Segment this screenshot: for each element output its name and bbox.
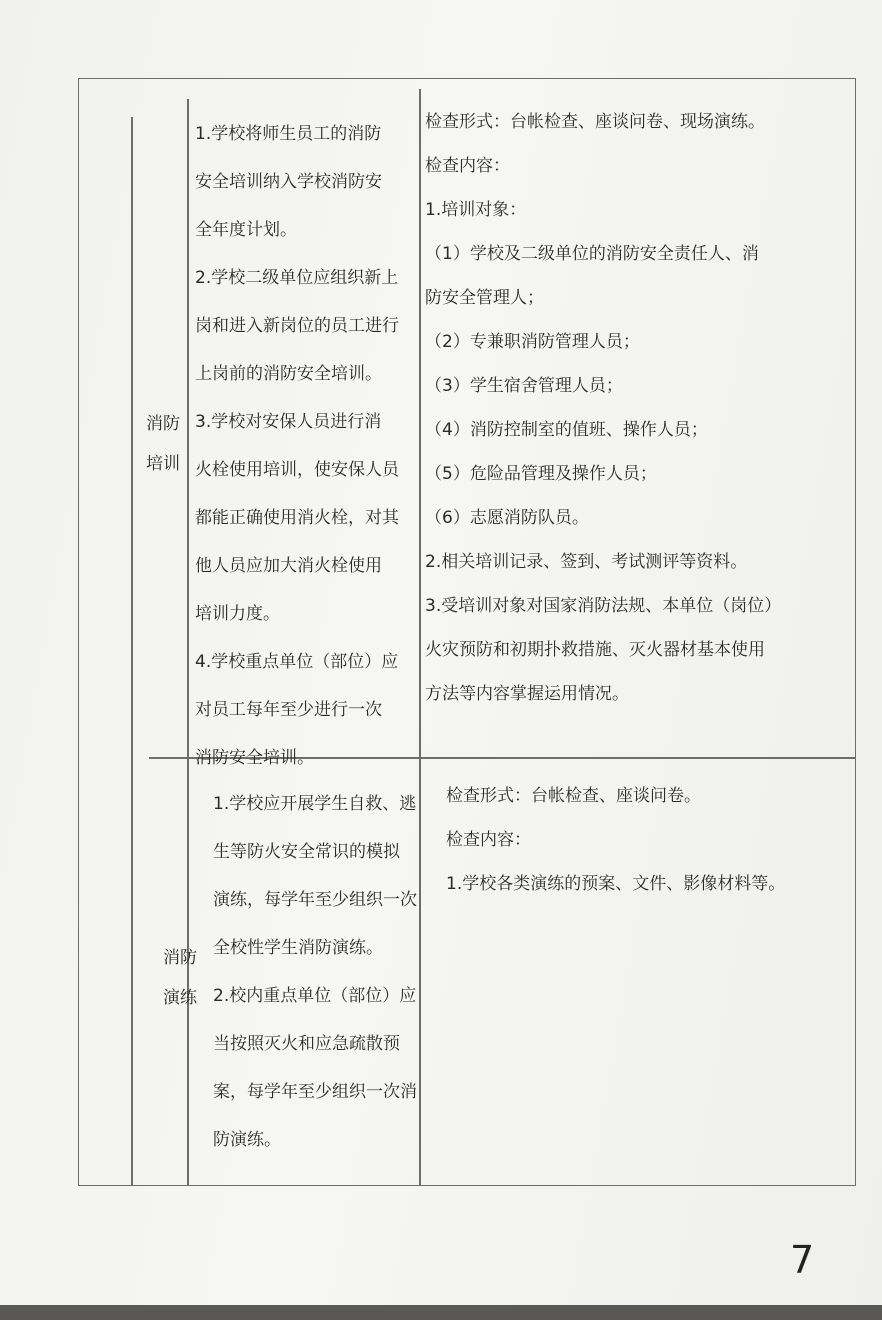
drill-requirements: 1.学校应开展学生自救、逃 生等防火安全常识的模拟 演练，每学年至少组织一次 全校性学生消防演练。 2.校内重点单位（部位）应 当按照灭火和应急疏散预 案，每学年至少组织一次消 防演练。: [213, 794, 417, 1150]
desk-edge: [0, 1305, 882, 1320]
category-training: 消防 培训: [146, 414, 180, 474]
training-requirements: 1.学校将师生员工的消防 安全培训纳入学校消防安 全年度计划。 2.学校二级单位应组织新上 岗和进入新岗位的员工进行 上岗前的消防安全培训。 3.学校对安保人员进行消 火栓使用培训，使安保人员 都能正确使用消火栓，对其 他人员应加大消火栓使用 培训力度。 4.学校重点单位（部位）应 对员工每年至少进行一次 消防安全培训。: [195, 124, 399, 768]
col-divider-1: [131, 117, 133, 1185]
col-divider-2: [187, 99, 189, 1185]
page-number: 7: [790, 1238, 815, 1282]
drill-inspection: 检查形式：台帐检查、座谈问卷。 检查内容： 1.学校各类演练的预案、文件、影像材料等。: [446, 786, 786, 894]
category-drill: 消防 演练: [163, 948, 197, 1008]
training-inspection: 检查形式：台帐检查、座谈问卷、现场演练。 检查内容： 1.培训对象： （1）学校及二级单位的消防安全责任人、消 防安全管理人； （2）专兼职消防管理人员； （3）学生宿舍管理人员； （4）消防控制室的值班、操作人员； （5）危险品管理及操作人员； （6）志愿消防队员。 2.相关培训记录、签到、考试测评等资料。 3.受培训对象对国家消防法规、本单位（岗位） 火灾预防和初期扑救措施、灭火器材基本使用 方法等内容掌握运用情况。: [425, 112, 782, 704]
col-divider-3: [419, 89, 421, 1185]
